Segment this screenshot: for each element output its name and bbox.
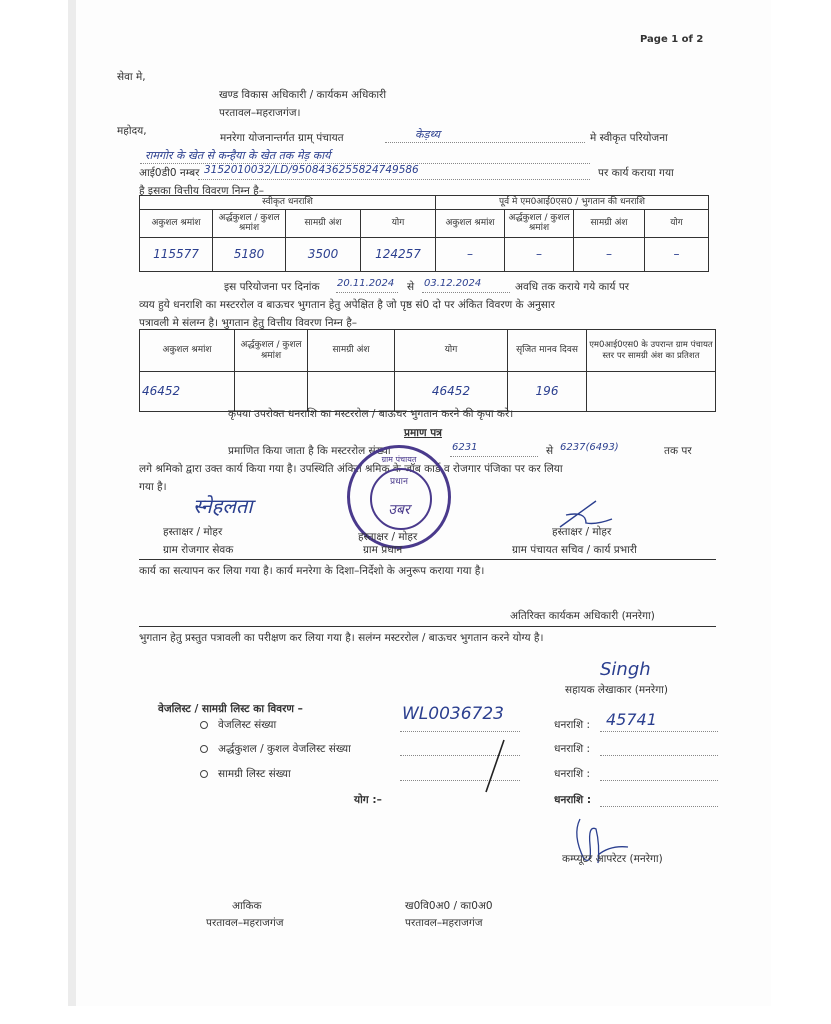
- footer-right-line1: ख0वि0अ0 / का0अ0: [405, 900, 493, 912]
- total-label: योग :–: [354, 794, 382, 806]
- col-header: योग: [645, 209, 709, 237]
- id-dotted-line: [198, 178, 590, 180]
- table-cell: –: [436, 237, 505, 271]
- col-header: योग: [395, 330, 508, 372]
- wagelist-value-line: [400, 730, 520, 732]
- period-line3: पत्रावली मे संलग्न है। भुगतान हेतु वित्तीय विवरण निम्न है–: [139, 317, 358, 329]
- amount-label: धनराशि :: [554, 768, 591, 780]
- project-name-handwritten: रामगोर के खेत से कन्हैया के खेत तक मेड़ कार्य: [145, 149, 331, 162]
- table-cell: 46452: [395, 372, 508, 412]
- table-cell: 196: [508, 372, 587, 412]
- wagelist-title: वेजलिस्ट / सामग्री लिस्ट का विवरण –: [158, 703, 303, 715]
- sanctioned-amount-table: [139, 195, 709, 272]
- certificate-text-before: प्रमाणित किया जाता है कि मस्टररोल संख्या: [228, 445, 391, 457]
- wagelist-row-label: वेजलिस्ट संख्या: [200, 718, 276, 732]
- col-header: अर्द्धकुशल / कुशल श्रमांश: [235, 330, 308, 372]
- amount-line: [600, 779, 718, 781]
- amount-line: [600, 754, 718, 756]
- greeting: महोदय,: [117, 125, 147, 137]
- amount-label: धनराशि :: [554, 743, 591, 755]
- total-amount-label: धनराशि :: [554, 794, 592, 806]
- col-header: अकुशल श्रमांश: [140, 330, 235, 372]
- bullet-icon: [200, 745, 208, 753]
- verification-line: कार्य का सत्यापन कर लिया गया है। कार्य मनरेगा के दिशा–निर्देशो के अनुरूप कराया गया है।: [139, 565, 485, 577]
- table-cell: 124257: [361, 237, 436, 271]
- examination-line: भुगतान हेतु प्रस्तुत पत्रावली का परीक्षण कर लिया गया है। सलंग्न मस्टररोल / बाऊचर भुगतान करने योग्य है।: [139, 632, 544, 644]
- table-cell: –: [505, 237, 574, 271]
- scheme-text: मनरेगा योजनान्तर्गत ग्राम् पंचायत: [220, 132, 344, 144]
- footer-left-line1: आकिक: [232, 900, 262, 912]
- amount-line: [600, 805, 718, 807]
- pradhan-label2: ग्राम प्रधान: [363, 544, 403, 556]
- table-cell: 5180: [213, 237, 286, 271]
- table-cell: 115577: [140, 237, 213, 271]
- col-header: अकुशल श्रमांश: [140, 209, 213, 237]
- divider-line: [139, 626, 716, 627]
- work-done-text: पर कार्य कराया गया: [598, 167, 674, 179]
- page-indicator: Page 1 of 2: [640, 34, 704, 45]
- to-date: 03.12.2024: [424, 278, 482, 289]
- salutation-to: सेवा मे,: [117, 71, 146, 83]
- col-header: योग: [361, 209, 436, 237]
- table-cell: [587, 372, 716, 412]
- col-header: अर्द्धकुशल / कुशल श्रमांश: [213, 209, 286, 237]
- table-cell: [235, 372, 308, 412]
- period-line2: व्यय हुये धनराशि का मस्टररोल व बाऊचर भुगतान हेतु अपेक्षित है जो पृष्ठ सं0 दो पर अंकित विवरण के अनुसार: [139, 299, 555, 311]
- to-muster-no: 6237(6493): [560, 442, 619, 453]
- bullet-icon: [200, 721, 208, 729]
- payment-details-table: [139, 329, 716, 412]
- group-sanctioned-header: स्वीकृत धनराशि: [140, 196, 436, 210]
- footer-right-line2: परतावल–महराजगंज: [405, 917, 483, 929]
- id-number-handwritten: 3152010032/LD/9508436255824749586: [204, 164, 419, 176]
- strike-mark-icon: [480, 738, 510, 794]
- id-label: आई0डी0 नम्बर: [139, 167, 200, 179]
- period-text-after: अवधि तक कराये गये कार्य पर: [515, 281, 630, 293]
- period-text-before: इस परियोजना पर दिनांक: [224, 281, 320, 293]
- operator-label: कम्प्यूटर आपरेटर (मनरेगा): [562, 853, 663, 865]
- table-cell: 3500: [286, 237, 361, 271]
- col-header: सृजित मानव दिवस: [508, 330, 587, 372]
- certificate-title: प्रमाण पत्र: [404, 427, 442, 439]
- sachiv-label1: हस्ताक्षर / मोहर: [552, 526, 612, 538]
- sevak-signature: स्नेहलता: [193, 494, 253, 518]
- from-muster-no: 6231: [452, 442, 478, 453]
- from-no-line: [450, 455, 538, 457]
- sevak-label1: हस्ताक्षर / मोहर: [163, 526, 223, 538]
- recipient-line1: खण्ड विकास अधिकारी / कार्यकम अधिकारी: [219, 89, 387, 101]
- divider-line: [139, 559, 716, 560]
- footer-left-line2: परतावल–महराजगंज: [206, 917, 284, 929]
- table-cell: 46452: [140, 372, 235, 412]
- approved-text: मे स्वीकृत परियोजना: [590, 132, 668, 144]
- request-line: कृपया उपरोक्त धनराशि का मस्टररोल / बाऊचर भुगतान करने की कृपा करे।: [228, 408, 514, 420]
- to-date-line: [422, 291, 510, 293]
- table-cell: [308, 372, 395, 412]
- col-header: एम0आई0एस0 के उपरान्त ग्राम पंचायत स्तर पर सामग्री अंश का प्रतिशत: [587, 330, 716, 372]
- certificate-line2: लगे श्रमिको द्वारा उक्त कार्य किया गया है। उपस्थिति अंकित श्रमिक के जॉब कार्ड व रोजगार पंजिका पर कर लिया: [139, 463, 563, 475]
- period-text-mid: से: [407, 281, 415, 293]
- pradhan-label1: हस्ताक्षर / मोहर: [358, 531, 418, 543]
- wagelist-amount: 45741: [606, 710, 657, 729]
- certificate-text-after: तक पर: [664, 445, 692, 457]
- certificate-line3: गया है।: [139, 481, 167, 493]
- table-cell: –: [574, 237, 645, 271]
- col-header: सामग्री अंश: [308, 330, 395, 372]
- financial-intro: है इसका वित्तीय विवरण निम्न है–: [139, 185, 264, 197]
- amount-line: [600, 730, 718, 732]
- amount-label: धनराशि :: [554, 719, 591, 731]
- recipient-line2: परतावल–महराजगंज।: [219, 107, 301, 119]
- apo-label: अतिरिक्त कार्यकम अधिकारी (मनरेगा): [510, 610, 655, 622]
- scan-edge-strip: [68, 0, 76, 1006]
- material-list-label: सामग्री लिस्ट संख्या: [200, 767, 291, 781]
- stamp-top-text: ग्राम पंचायत: [381, 455, 417, 464]
- accountant-label: सहायक लेखाकार (मनरेगा): [565, 684, 668, 696]
- wagelist-number: WL0036723: [402, 704, 504, 724]
- stamp-signature: उबर: [388, 502, 410, 518]
- bullet-icon: [200, 770, 208, 778]
- col-header: अर्द्धकुशल / कुशल श्रमांश: [505, 209, 574, 237]
- semiskilled-wagelist-label: अर्द्धकुशल / कुशल वेजलिस्ट संख्या: [200, 742, 351, 756]
- sachiv-label2: ग्राम पंचायत सचिव / कार्य प्रभारी: [512, 544, 637, 556]
- col-header: अकुशल श्रमांश: [436, 209, 505, 237]
- panchayat-handwritten: केड़थ्य: [415, 128, 440, 141]
- group-previous-header: पूर्व मे एम0आई0एस0 / भुगतान की धनराशि: [436, 196, 709, 210]
- from-date: 20.11.2024: [337, 278, 395, 289]
- accountant-signature: Singh: [600, 659, 651, 680]
- col-header: सामग्री अंश: [286, 209, 361, 237]
- col-header: सामग्री अंश: [574, 209, 645, 237]
- certificate-text-mid: से: [546, 445, 554, 457]
- from-date-line: [336, 291, 398, 293]
- stamp-center-text: प्रधान: [390, 477, 408, 487]
- sevak-label2: ग्राम रोजगार सेवक: [163, 544, 234, 556]
- table-cell: –: [645, 237, 709, 271]
